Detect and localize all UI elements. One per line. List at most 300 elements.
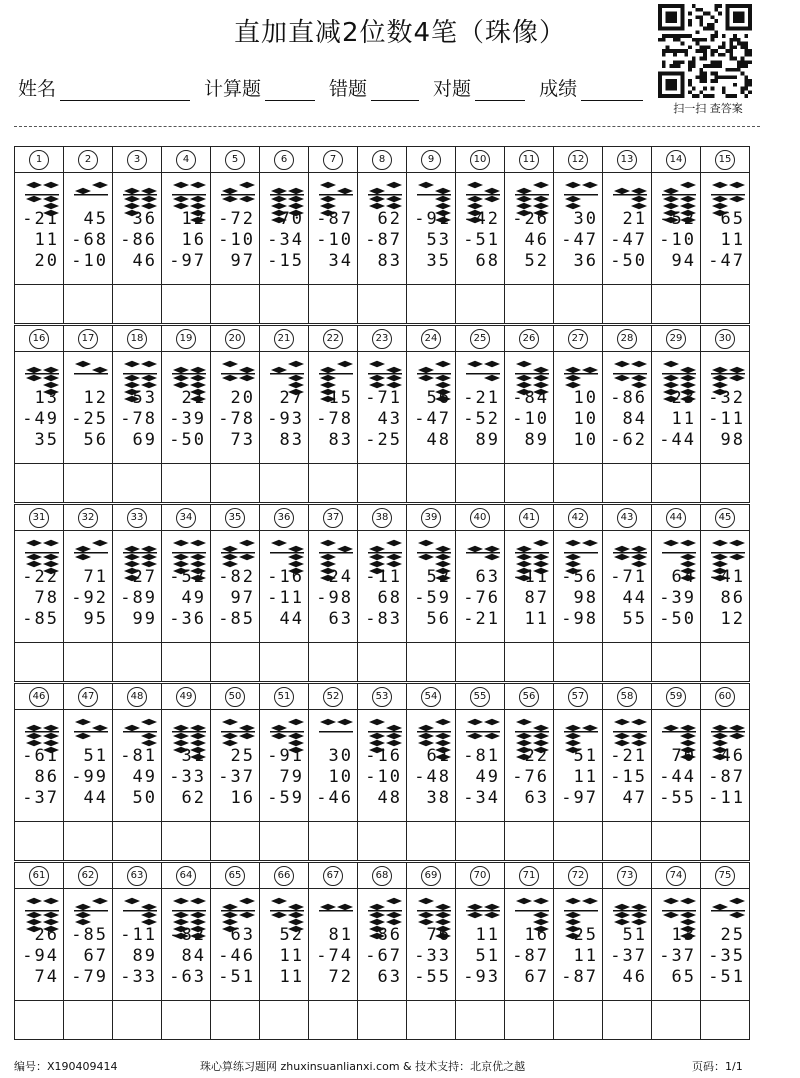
- operand: 44: [279, 609, 304, 629]
- problem-cell: [309, 530, 358, 642]
- answer-box[interactable]: [701, 642, 750, 682]
- problem-operands: [610, 925, 647, 988]
- problem-cell: [15, 530, 64, 642]
- problem-number-label: 47: [78, 687, 98, 707]
- answer-box[interactable]: [64, 642, 113, 682]
- problem-number-label: 39: [421, 508, 441, 528]
- problem-cell: [162, 888, 211, 1000]
- problem-number: [505, 862, 554, 888]
- problem-number: [652, 683, 701, 709]
- operand: -47: [561, 230, 598, 250]
- problem-cell: [456, 709, 505, 821]
- answer-box[interactable]: [113, 821, 162, 861]
- operand: 76: [426, 925, 451, 945]
- operand: -21: [463, 609, 500, 629]
- operand: 35: [426, 251, 451, 271]
- answer-box[interactable]: [407, 1000, 456, 1040]
- operand: 52: [426, 567, 451, 587]
- problem-block: [14, 683, 750, 861]
- problem-cell: [15, 888, 64, 1000]
- problem-number: [260, 325, 309, 351]
- answer-box[interactable]: [456, 642, 505, 682]
- operand: 83: [279, 430, 304, 450]
- answer-box[interactable]: [260, 1000, 309, 1040]
- operand: -42: [463, 209, 500, 229]
- operand: 27: [279, 388, 304, 408]
- problem-number: [162, 325, 211, 351]
- problem-cell: [260, 709, 309, 821]
- problem-operands: [316, 567, 353, 630]
- problem-cell: [554, 888, 603, 1000]
- answer-box[interactable]: [15, 284, 64, 324]
- operand: -51: [218, 967, 255, 987]
- operand: 10: [573, 409, 598, 429]
- operand: 62: [377, 209, 402, 229]
- answer-box[interactable]: [603, 284, 652, 324]
- problem-number-label: 9: [421, 150, 441, 170]
- answer-box[interactable]: [162, 463, 211, 503]
- operand: 67: [83, 946, 108, 966]
- answer-box[interactable]: [162, 642, 211, 682]
- problem-number: [211, 146, 260, 172]
- problem-number-label: 58: [617, 687, 637, 707]
- problem-cell: [113, 172, 162, 284]
- problem-number-label: 65: [225, 866, 245, 886]
- problem-operands: [267, 746, 304, 809]
- operand: 49: [475, 767, 500, 787]
- problem-operands: [365, 925, 402, 988]
- operand: 73: [230, 430, 255, 450]
- answer-box[interactable]: [211, 821, 260, 861]
- operand: 36: [132, 209, 157, 229]
- operand: -37: [610, 946, 647, 966]
- answer-box[interactable]: [358, 1000, 407, 1040]
- answer-box[interactable]: [15, 642, 64, 682]
- footer-code: 编号：X190409414: [14, 1060, 118, 1073]
- field-blank[interactable]: [371, 78, 419, 101]
- problem-number: [309, 504, 358, 530]
- answer-box[interactable]: [358, 284, 407, 324]
- problem-operands: [71, 388, 108, 451]
- answer-box[interactable]: [701, 1000, 750, 1040]
- problem-number-label: 73: [617, 866, 637, 886]
- answer-box[interactable]: [15, 821, 64, 861]
- problem-block: [14, 862, 750, 1040]
- problem-operands: [463, 567, 500, 630]
- answer-box[interactable]: [260, 642, 309, 682]
- answer-box[interactable]: [652, 463, 701, 503]
- problem-number: [211, 325, 260, 351]
- field-label: 对题: [433, 78, 472, 100]
- problem-cell: [652, 351, 701, 463]
- operand: 36: [573, 251, 598, 271]
- operand: 94: [671, 251, 696, 271]
- problem-number: [309, 862, 358, 888]
- problem-number: [260, 146, 309, 172]
- answer-box[interactable]: [309, 821, 358, 861]
- problem-number-label: 1: [29, 150, 49, 170]
- operand: 56: [83, 430, 108, 450]
- answer-box[interactable]: [407, 284, 456, 324]
- problem-number-label: 29: [666, 329, 686, 349]
- problem-number: [309, 683, 358, 709]
- field-blank[interactable]: [475, 78, 525, 101]
- operand: -25: [365, 430, 402, 450]
- answer-box[interactable]: [309, 1000, 358, 1040]
- problem-number-label: 6: [274, 150, 294, 170]
- answer-box[interactable]: [260, 463, 309, 503]
- operand: -83: [365, 609, 402, 629]
- operand: -48: [414, 767, 451, 787]
- field-label: 成绩: [539, 78, 578, 100]
- operand: 48: [426, 430, 451, 450]
- problem-operands: [610, 567, 647, 630]
- answer-box[interactable]: [603, 463, 652, 503]
- problem-operands: [610, 388, 647, 451]
- problem-operands: [610, 209, 647, 272]
- problem-number-label: 37: [323, 508, 343, 528]
- answer-box[interactable]: [113, 463, 162, 503]
- answer-box[interactable]: [113, 284, 162, 324]
- operand: -82: [169, 925, 206, 945]
- problem-number-label: 67: [323, 866, 343, 886]
- problem-cell: [358, 709, 407, 821]
- answer-box[interactable]: [554, 642, 603, 682]
- answer-box[interactable]: [211, 284, 260, 324]
- problem-number: [15, 862, 64, 888]
- field-label: 错题: [329, 78, 368, 100]
- problem-number: [701, 146, 750, 172]
- answer-box[interactable]: [64, 821, 113, 861]
- operand: -49: [22, 409, 59, 429]
- operand: -10: [659, 230, 696, 250]
- problem-operands: [218, 209, 255, 272]
- problem-operands: [659, 746, 696, 809]
- problem-cell: [701, 351, 750, 463]
- operand: -15: [267, 251, 304, 271]
- problem-number-label: 64: [176, 866, 196, 886]
- answer-box[interactable]: [603, 642, 652, 682]
- answer-box[interactable]: [652, 284, 701, 324]
- answer-box[interactable]: [260, 821, 309, 861]
- operand: 97: [230, 588, 255, 608]
- operand: -15: [610, 767, 647, 787]
- operand: 34: [328, 251, 353, 271]
- operand: -21: [463, 388, 500, 408]
- answer-box[interactable]: [407, 821, 456, 861]
- problem-operands: [316, 388, 353, 451]
- problem-number: [260, 683, 309, 709]
- problem-operands: [71, 209, 108, 272]
- problem-cell: [64, 888, 113, 1000]
- operand: -85: [218, 609, 255, 629]
- problem-number-label: 14: [666, 150, 686, 170]
- problem-cell: [358, 888, 407, 1000]
- field-blank[interactable]: [265, 78, 315, 101]
- answer-box[interactable]: [456, 284, 505, 324]
- problem-number: [358, 862, 407, 888]
- answer-box[interactable]: [456, 1000, 505, 1040]
- problem-cell: [505, 172, 554, 284]
- problem-operands: [561, 746, 598, 809]
- operand: -39: [169, 409, 206, 429]
- problem-number-label: 51: [274, 687, 294, 707]
- operand: -11: [512, 567, 549, 587]
- problem-number: [211, 862, 260, 888]
- problem-operands: [414, 925, 451, 988]
- problem-number-label: 18: [127, 329, 147, 349]
- answer-box[interactable]: [652, 1000, 701, 1040]
- problem-cell: [113, 351, 162, 463]
- answer-box[interactable]: [505, 463, 554, 503]
- operand: 13: [671, 925, 696, 945]
- operand: -10: [218, 230, 255, 250]
- operand: 16: [230, 788, 255, 808]
- problem-number-label: 68: [372, 866, 392, 886]
- answer-box[interactable]: [603, 821, 652, 861]
- problem-cell: [554, 172, 603, 284]
- answer-box[interactable]: [407, 642, 456, 682]
- operand: -61: [22, 746, 59, 766]
- problem-number-label: 55: [470, 687, 490, 707]
- answer-box[interactable]: [652, 821, 701, 861]
- problem-number: [211, 683, 260, 709]
- footer-site: 珠心算练习题网 zhuxinsuanlianxi.com & 技术支持：北京优之越: [200, 1060, 526, 1073]
- problem-cell: [211, 530, 260, 642]
- field-blank[interactable]: [60, 78, 190, 101]
- problem-number-label: 36: [274, 508, 294, 528]
- problem-cell: [652, 888, 701, 1000]
- answer-box[interactable]: [554, 1000, 603, 1040]
- operand: 53: [426, 230, 451, 250]
- problem-number: [652, 504, 701, 530]
- field-label: 姓名: [18, 78, 57, 100]
- answer-box[interactable]: [554, 463, 603, 503]
- problem-operands: [120, 388, 157, 451]
- operand: 98: [720, 430, 745, 450]
- problem-cell: [505, 888, 554, 1000]
- problem-cell: [407, 530, 456, 642]
- field-blank[interactable]: [581, 78, 643, 101]
- operand: 97: [230, 251, 255, 271]
- answer-box[interactable]: [358, 463, 407, 503]
- operand: 64: [671, 567, 696, 587]
- problem-number: [603, 325, 652, 351]
- answer-box[interactable]: [701, 284, 750, 324]
- problem-number-label: 56: [519, 687, 539, 707]
- problem-number-label: 24: [421, 329, 441, 349]
- problem-number: [64, 325, 113, 351]
- operand: -76: [463, 588, 500, 608]
- problem-number: [358, 504, 407, 530]
- answer-box[interactable]: [407, 463, 456, 503]
- problem-operands: [120, 567, 157, 630]
- problem-number-label: 28: [617, 329, 637, 349]
- problem-cell: [505, 530, 554, 642]
- problem-operands: [71, 746, 108, 809]
- answer-box[interactable]: [113, 1000, 162, 1040]
- problem-cell: [113, 888, 162, 1000]
- answer-box[interactable]: [113, 642, 162, 682]
- problem-cell: [309, 709, 358, 821]
- problem-number-label: 15: [715, 150, 735, 170]
- answer-box[interactable]: [505, 1000, 554, 1040]
- operand: 46: [622, 967, 647, 987]
- answer-box[interactable]: [64, 463, 113, 503]
- answer-box[interactable]: [211, 642, 260, 682]
- problem-operands: [561, 925, 598, 988]
- operand: 11: [279, 946, 304, 966]
- answer-box[interactable]: [701, 821, 750, 861]
- problem-cell: [505, 709, 554, 821]
- answer-box[interactable]: [162, 1000, 211, 1040]
- answer-box[interactable]: [701, 463, 750, 503]
- problem-cell: [358, 172, 407, 284]
- problem-number: [603, 683, 652, 709]
- problem-operands: [512, 925, 549, 988]
- operand: 83: [328, 430, 353, 450]
- answer-box[interactable]: [309, 642, 358, 682]
- problem-cell: [64, 172, 113, 284]
- problem-operands: [22, 388, 59, 451]
- operand: -33: [120, 967, 157, 987]
- operand: -81: [463, 746, 500, 766]
- problem-operands: [267, 209, 304, 272]
- problem-number-label: 33: [127, 508, 147, 528]
- problem-number-label: 21: [274, 329, 294, 349]
- problem-operands: [708, 925, 745, 988]
- operand: -98: [561, 609, 598, 629]
- operand: -11: [708, 788, 745, 808]
- answer-box[interactable]: [64, 284, 113, 324]
- problem-operands: [120, 746, 157, 809]
- problem-number: [456, 325, 505, 351]
- answer-box[interactable]: [211, 1000, 260, 1040]
- problem-number: [456, 504, 505, 530]
- problem-number-label: 57: [568, 687, 588, 707]
- answer-box[interactable]: [211, 463, 260, 503]
- problem-number-label: 2: [78, 150, 98, 170]
- operand: -71: [610, 567, 647, 587]
- problem-operands: [22, 746, 59, 809]
- answer-box[interactable]: [358, 821, 407, 861]
- operand: 63: [524, 788, 549, 808]
- answer-box[interactable]: [505, 642, 554, 682]
- problem-number: [113, 862, 162, 888]
- problem-operands: [561, 567, 598, 630]
- operand: -35: [708, 946, 745, 966]
- operand: 38: [426, 788, 451, 808]
- operand: -50: [169, 430, 206, 450]
- operand: -87: [512, 946, 549, 966]
- answer-box[interactable]: [162, 821, 211, 861]
- answer-box[interactable]: [260, 284, 309, 324]
- answer-box[interactable]: [15, 463, 64, 503]
- operand: 55: [622, 609, 647, 629]
- problem-number-label: 10: [470, 150, 490, 170]
- operand: -93: [267, 409, 304, 429]
- problem-number-label: 49: [176, 687, 196, 707]
- problem-number: [407, 146, 456, 172]
- problem-number: [554, 146, 603, 172]
- problem-number-label: 48: [127, 687, 147, 707]
- problem-number-label: 63: [127, 866, 147, 886]
- problem-number-label: 17: [78, 329, 98, 349]
- operand: 89: [132, 946, 157, 966]
- problem-cell: [603, 351, 652, 463]
- problem-number-label: 30: [715, 329, 735, 349]
- problem-cell: [64, 530, 113, 642]
- answer-box[interactable]: [505, 284, 554, 324]
- problem-cell: [113, 530, 162, 642]
- operand: 86: [34, 767, 59, 787]
- operand: -47: [414, 409, 451, 429]
- problem-operands: [708, 567, 745, 630]
- answer-box[interactable]: [358, 642, 407, 682]
- answer-box[interactable]: [554, 284, 603, 324]
- problem-number: [505, 683, 554, 709]
- problem-number: [701, 504, 750, 530]
- answer-box[interactable]: [64, 1000, 113, 1040]
- problem-operands: [463, 388, 500, 451]
- answer-box[interactable]: [554, 821, 603, 861]
- operand: -50: [610, 251, 647, 271]
- answer-box[interactable]: [652, 642, 701, 682]
- problem-cell: [603, 709, 652, 821]
- problem-operands: [22, 567, 59, 630]
- operand: 52: [279, 925, 304, 945]
- operand: -79: [71, 967, 108, 987]
- answer-box[interactable]: [15, 1000, 64, 1040]
- operand: -11: [267, 588, 304, 608]
- problem-operands: [708, 209, 745, 272]
- answer-box[interactable]: [505, 821, 554, 861]
- operand: 71: [83, 567, 108, 587]
- answer-box[interactable]: [456, 821, 505, 861]
- operand: 79: [279, 767, 304, 787]
- operand: 22: [524, 746, 549, 766]
- operand: 44: [83, 788, 108, 808]
- operand: 84: [622, 409, 647, 429]
- problem-number: [701, 862, 750, 888]
- operand: 26: [34, 925, 59, 945]
- operand: -10: [316, 230, 353, 250]
- answer-box[interactable]: [309, 463, 358, 503]
- answer-box[interactable]: [456, 463, 505, 503]
- problem-cell: [701, 172, 750, 284]
- problem-cell: [554, 351, 603, 463]
- problem-cell: [162, 530, 211, 642]
- problem-number: [64, 862, 113, 888]
- operand: 10: [328, 767, 353, 787]
- operand: 51: [83, 746, 108, 766]
- problem-number: [358, 325, 407, 351]
- answer-box[interactable]: [603, 1000, 652, 1040]
- operand: -44: [659, 430, 696, 450]
- answer-box[interactable]: [162, 284, 211, 324]
- answer-box[interactable]: [309, 284, 358, 324]
- operand: -46: [316, 788, 353, 808]
- problem-operands: [365, 746, 402, 809]
- scan-label: 扫一扫 查答案: [673, 102, 743, 115]
- operand: 45: [83, 209, 108, 229]
- problem-operands: [280, 925, 304, 988]
- operand: 89: [524, 430, 549, 450]
- operand: -37: [218, 767, 255, 787]
- problem-number: [407, 504, 456, 530]
- operand: 13: [34, 388, 59, 408]
- problem-number: [603, 862, 652, 888]
